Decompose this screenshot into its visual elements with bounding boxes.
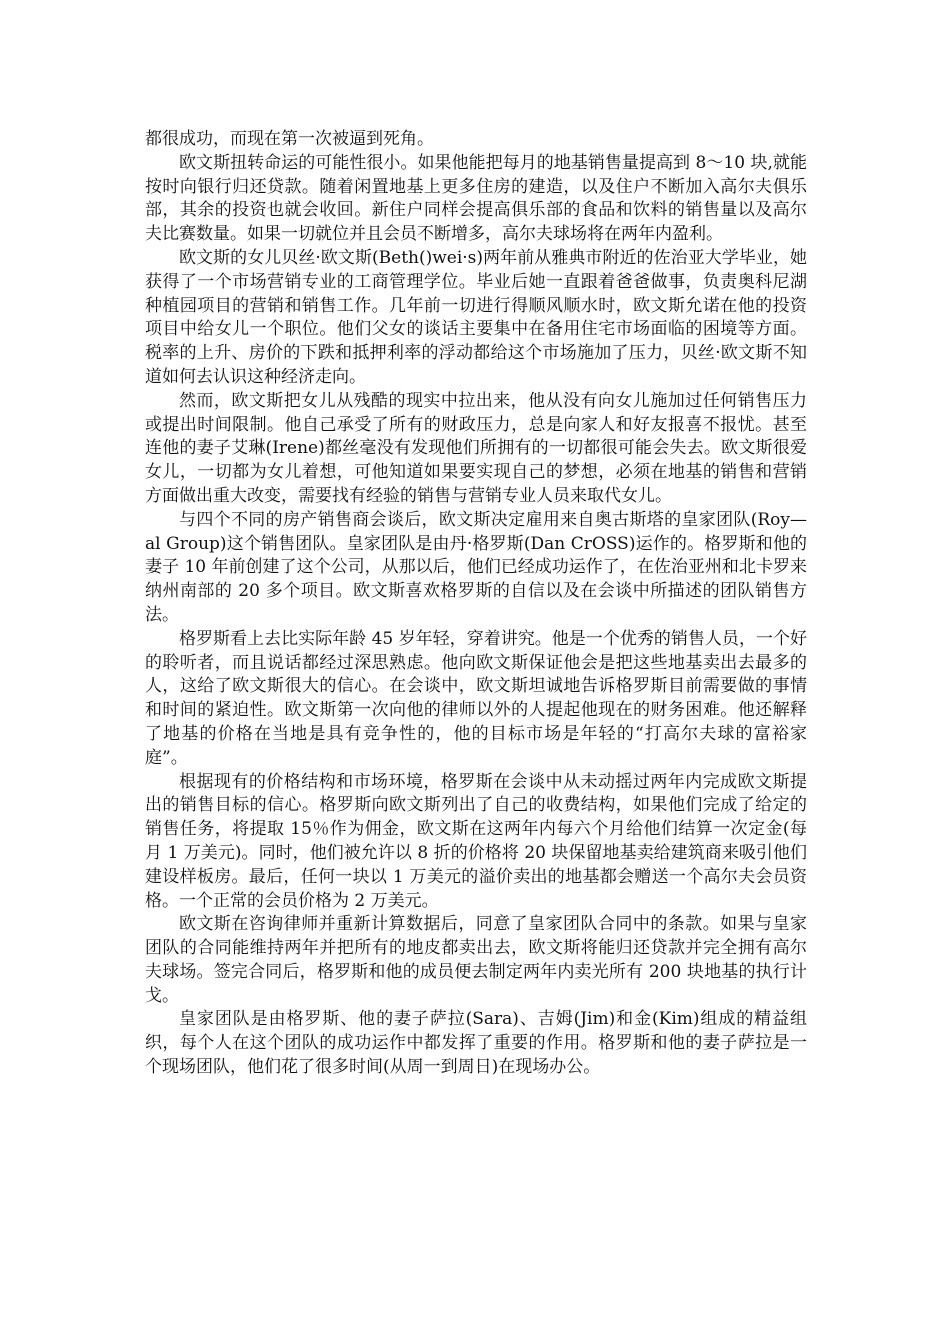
paragraph-continuation: 都很成功，而现在第一次被逼到死角。 <box>145 129 434 149</box>
paragraph: 皇家团队是由格罗斯、他的妻子萨拉(Sara)、吉姆(Jim)和金(Kim)组成的精益组织，每个人在这个团队的成功运作中都发挥了重要的作用。格罗斯和他的妻子萨拉是一个现场团队，他们花了很多时间(从周一到周日)在现场办公。 <box>145 1009 807 1078</box>
paragraph: 然而，欧文斯把女儿从残酷的现实中拉出来，他从没有向女儿施加过任何销售压力或提出时间限制。他自己承受了所有的财政压力，总是向家人和好友报喜不报忧。甚至连他的妻子艾琳(Irene)都丝毫没有发现他们所拥有的一切都很可能会失去。欧文斯很爱女儿，一切都为女儿着想，可他知道如果要实现自己的梦想，必须在地基的销售和营销方面做出重大改变，需要找有经验的销售与营销专业人员来取代女儿。 <box>145 390 807 506</box>
paragraph: 格罗斯看上去比实际年龄 45 岁年轻，穿着讲究。他是一个优秀的销售人员，一个好的聆听者，而且说话都经过深思熟虑。他向欧文斯保证他会是把这些地基卖出去最多的人，这给了欧文斯很大的信心。在会谈中，欧文斯坦诚地告诉格罗斯目前需要做的事情和时间的紧迫性。欧文斯第一次向他的律师以外的人提起他现在的财务困难。他还解释了地基的价格在当地是具有竞争性的，他的目标市场是年轻的“打高尔夫球的富裕家庭”。 <box>145 628 807 768</box>
paragraph: 与四个不同的房产销售商会谈后，欧文斯决定雇用来自奥古斯塔的皇家团队(Roy—al Group)这个销售团队。皇家团队是由丹·格罗斯(Dan CrOSS)运作的。格罗斯和他的妻子 10 年前创建了这个公司，从那以后，他们已经成功运作了，在佐治亚州和北卡罗来纳州南部的 20 多个项目。欧文斯喜欢格罗斯的自信以及在会谈中所描述的团队销售方法。 <box>145 509 807 625</box>
paragraph: 欧文斯的女儿贝丝·欧文斯(Beth()wei·s)两年前从雅典市附近的佐治亚大学毕业，她获得了一个市场营销专业的工商管理学位。毕业后她一直跟着爸爸做事，负责奥科尼湖种植园项目的营销和销售工作。几年前一切进行得顺风顺水时，欧文斯允诺在他的投资项目中给女儿一个职位。他们父女的谈话主要集中在备用住宅市场面临的困境等方面。税率的上升、房价的下跌和抵押利率的浮动都给这个市场施加了压力，贝丝·欧文斯不知道如何去认识这种经济走向。 <box>145 247 807 387</box>
paragraph: 欧文斯在咨询律师并重新计算数据后，同意了皇家团队合同中的条款。如果与皇家团队的合同能维持两年并把所有的地皮都卖出去，欧文斯将能归还贷款并完全拥有高尔夫球场。签完合同后，格罗斯和他的成员便去制定两年内卖光所有 200 块地基的执行计戈。 <box>145 914 807 1006</box>
body-text <box>145 128 807 1080</box>
paragraph: 根据现有的价格结构和市场环境，格罗斯在会谈中从未动摇过两年内完成欧文斯提出的销售目标的信心。格罗斯向欧文斯列出了自己的收费结构，如果他们完成了给定的销售任务，将提取 15％作为佣金，欧文斯在这两年内每六个月给他们结算一次定金(每月 1 万美元)。同时，他们被允许以 8 折的价格将 20 块保留地基卖给建筑商来吸引他们建设样板房。最后，任何一块以 1 万美元的溢价卖出的地基都会赠送一个高尔夫会员资格。一个正常的会员价格为 2 万美元。 <box>145 771 807 911</box>
paragraph: 欧文斯扭转命运的可能性很小。如果他能把每月的地基销售量提高到 8～10 块,就能按时向银行归还贷款。随着闲置地基上更多住房的建造，以及住户不断加入高尔夫俱乐部，其余的投资也就会收回。新住户同样会提高俱乐部的食品和饮料的销售量以及高尔夫比赛数量。如果一切就位并且会员不断增多，高尔夫球场将在两年内盈利。 <box>145 152 807 245</box>
